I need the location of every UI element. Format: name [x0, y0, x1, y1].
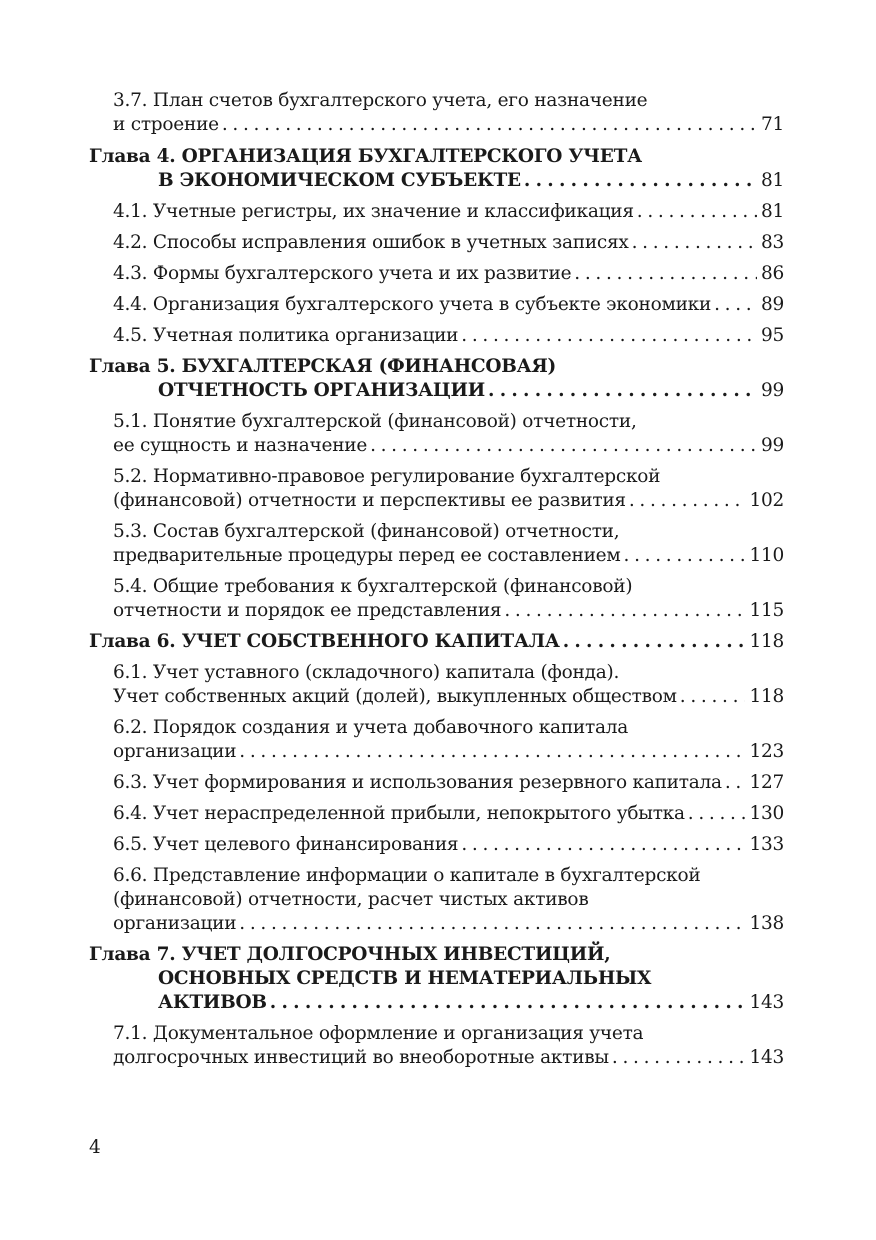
page-ref: 115 — [749, 600, 784, 621]
toc-entry-title: 4.4. Организация бухгалтерского учета в субъекте экономики — [113, 294, 712, 315]
toc-entry-title: 5.1. Понятие бухгалтерской (финансовой) отчетности, — [113, 411, 637, 432]
toc-entry-6-5[interactable] — [89, 833, 784, 857]
toc-entry-title: 6.6. Представление информации о капитале в бухгалтерской — [113, 865, 701, 886]
chapter-title: Глава 5. БУХГАЛТЕРСКАЯ (ФИНАНСОВАЯ) — [89, 356, 557, 377]
page-ref: 99 — [760, 380, 784, 401]
page-ref: 81 — [760, 201, 784, 222]
leader-dots — [222, 113, 757, 137]
toc-entry-6-4[interactable] — [89, 802, 784, 826]
page-ref: 123 — [749, 741, 784, 762]
toc-entry-title: 5.3. Состав бухгалтерской (финансовой) отчетности, — [113, 521, 620, 542]
leader-dots — [680, 685, 746, 709]
page-ref: 127 — [749, 772, 784, 793]
leader-dots — [524, 169, 757, 193]
page-ref: 95 — [760, 325, 784, 346]
toc-entry-4-5[interactable] — [89, 324, 784, 348]
toc-entry-5-1[interactable] — [89, 410, 784, 458]
leader-dots — [461, 324, 757, 348]
leader-dots — [725, 771, 746, 795]
table-of-contents — [89, 89, 784, 1070]
chapter-title-cont: ОТЧЕТНОСТЬ ОРГАНИЗАЦИИ — [158, 380, 486, 401]
page-ref: 99 — [760, 435, 784, 456]
page-ref: 138 — [749, 913, 784, 934]
chapter-title: Глава 4. ОРГАНИЗАЦИЯ БУХГАЛТЕРСКОГО УЧЕТА — [89, 146, 642, 167]
toc-entry-title-cont: организации — [113, 741, 237, 762]
toc-entry-4-2[interactable] — [89, 231, 784, 255]
toc-entry-title-cont: отчетности и порядок ее представления — [113, 600, 502, 621]
toc-chapter-7[interactable] — [89, 943, 784, 1015]
page-ref: 143 — [749, 1047, 784, 1068]
leader-dots — [624, 544, 746, 568]
leader-dots — [637, 200, 757, 224]
page-ref: 133 — [749, 834, 784, 855]
leader-dots — [370, 434, 757, 458]
toc-entry-title-cont: и строение — [113, 114, 219, 135]
chapter-title-cont: В ЭКОНОМИЧЕСКОМ СУБЪЕКТЕ — [158, 170, 521, 191]
toc-entry-7-1[interactable] — [89, 1022, 784, 1070]
toc-entry-3-7[interactable] — [89, 89, 784, 137]
toc-entry-title: 5.2. Нормативно-правовое регулирование бухгалтерской — [113, 466, 661, 487]
toc-entry-title-cont: ее сущность и назначение — [113, 435, 368, 456]
toc-entry-title-cont: организации — [113, 913, 237, 934]
toc-entry-title: 5.4. Общие требования к бухгалтерской (финансовой) — [113, 576, 633, 597]
leader-dots — [488, 379, 757, 403]
toc-entry-title: 4.2. Способы исправления ошибок в учетных записях — [113, 232, 629, 253]
toc-entry-title: 6.4. Учет нераспределенной прибыли, непокрытого убытка — [113, 803, 685, 824]
toc-entry-title: 6.5. Учет целевого финансирования — [113, 834, 459, 855]
toc-entry-title: 6.3. Учет формирования и использования резервного капитала — [113, 772, 722, 793]
toc-entry-title: 6.1. Учет уставного (складочного) капитала (фонда). — [113, 662, 620, 683]
toc-entry-title: 4.5. Учетная политика организации — [113, 325, 459, 346]
leader-dots — [239, 740, 745, 764]
toc-entry-title-cont: предварительные процедуры перед ее составлением — [113, 545, 621, 566]
toc-entry-title: 4.1. Учетные регистры, их значение и классификация — [113, 201, 634, 222]
chapter-title: Глава 7. УЧЕТ ДОЛГОСРОЧНЫХ ИНВЕСТИЦИЙ, — [89, 944, 611, 965]
toc-entry-title-cont: Учет собственных акций (долей), выкупленных обществом — [113, 686, 677, 707]
leader-dots — [632, 231, 757, 255]
page-ref: 143 — [749, 992, 784, 1013]
toc-entry-5-3[interactable] — [89, 520, 784, 568]
page-ref: 118 — [749, 686, 784, 707]
toc-chapter-6[interactable] — [89, 630, 784, 654]
page-ref: 110 — [749, 545, 784, 566]
leader-dots — [461, 833, 745, 857]
toc-entry-title-cont: долгосрочных инвестиций во внеоборотные активы — [113, 1047, 609, 1068]
page-ref: 130 — [749, 803, 784, 824]
toc-entry-6-3[interactable] — [89, 771, 784, 795]
toc-entry-4-1[interactable] — [89, 200, 784, 224]
toc-entry-4-3[interactable] — [89, 262, 784, 286]
page-ref: 89 — [760, 294, 784, 315]
toc-entry-title: 3.7. План счетов бухгалтерского учета, его назначение — [113, 90, 648, 111]
leader-dots — [270, 991, 746, 1015]
leader-dots — [563, 630, 746, 654]
toc-entry-5-2[interactable] — [89, 465, 784, 513]
toc-entry-title: 7.1. Документальное оформление и организация учета — [113, 1023, 644, 1044]
page-ref: 102 — [749, 490, 784, 511]
toc-entry-title-cont: (финансовой) отчетности и перспективы ее развития — [113, 490, 626, 511]
toc-entry-4-4[interactable] — [89, 293, 784, 317]
leader-dots — [629, 489, 746, 513]
page-number: 4 — [89, 1137, 101, 1158]
leader-dots — [239, 912, 745, 936]
page-ref: 118 — [749, 631, 784, 652]
toc-chapter-5[interactable] — [89, 355, 784, 403]
toc-entry-6-6[interactable] — [89, 864, 784, 936]
leader-dots — [714, 293, 757, 317]
toc-entry-6-1[interactable] — [89, 661, 784, 709]
page-ref: 83 — [760, 232, 784, 253]
chapter-title-cont: АКТИВОВ — [158, 992, 267, 1013]
leader-dots — [612, 1046, 746, 1070]
toc-entry-title: 6.2. Порядок создания и учета добавочного капитала — [113, 717, 629, 738]
page-ref: 71 — [760, 114, 784, 135]
leader-dots — [688, 802, 746, 826]
page-ref: 81 — [760, 170, 784, 191]
chapter-title: Глава 6. УЧЕТ СОБСТВЕННОГО КАПИТАЛА — [89, 631, 560, 652]
leader-dots — [504, 599, 745, 623]
toc-entry-title: 4.3. Формы бухгалтерского учета и их развитие — [113, 263, 572, 284]
toc-entry-6-2[interactable] — [89, 716, 784, 764]
toc-entry-5-4[interactable] — [89, 575, 784, 623]
page-ref: 86 — [760, 263, 784, 284]
toc-chapter-4[interactable] — [89, 145, 784, 193]
leader-dots — [574, 262, 757, 286]
chapter-title-cont: ОСНОВНЫХ СРЕДСТВ И НЕМАТЕРИАЛЬНЫХ — [158, 968, 652, 989]
toc-entry-title-cont: (финансовой) отчетности, расчет чистых активов — [113, 889, 589, 910]
